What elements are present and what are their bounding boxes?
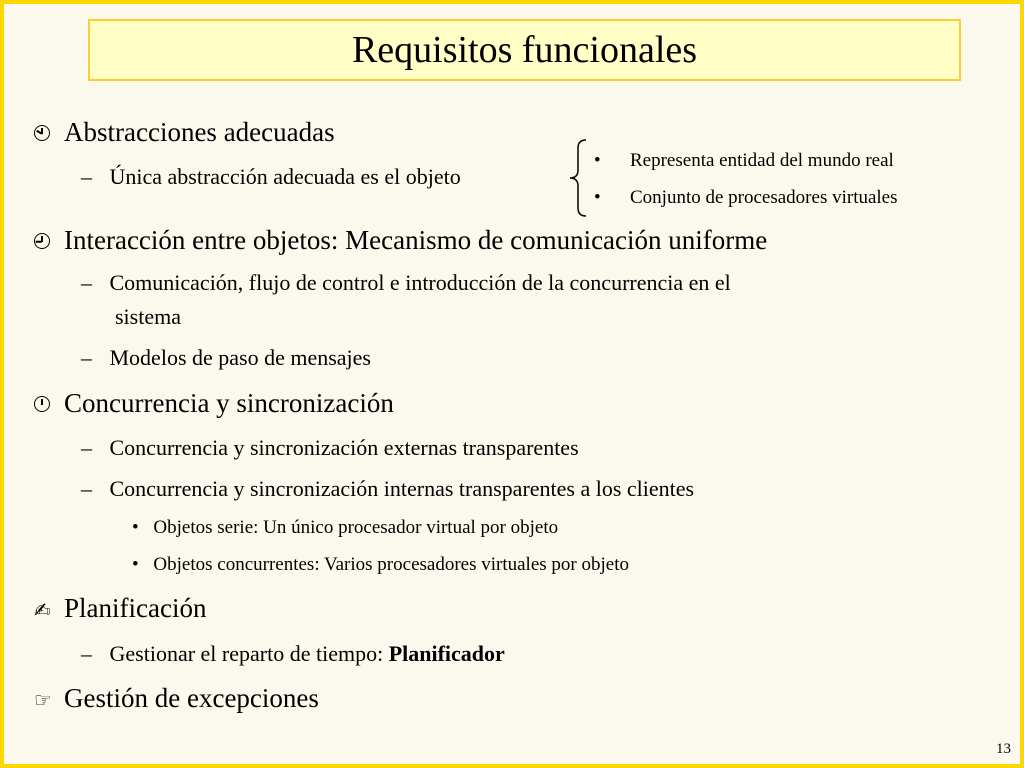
clock-icon xyxy=(34,389,64,419)
sub-externas: – Concurrencia y sincronización externas transparentes xyxy=(81,435,579,460)
sub-unica-abstraccion: – Única abstracción adecuada es el objeto xyxy=(81,164,461,189)
bullet-objetos-concurrentes: • Objetos concurrentes: Varios procesadores virtuales por objeto xyxy=(132,554,629,575)
sub-modelos: – Modelos de paso de mensajes xyxy=(81,345,371,370)
clock-icon xyxy=(34,226,64,256)
brace-icon xyxy=(566,138,590,218)
writing-hand-icon: ✍ xyxy=(34,598,51,622)
bullet-concurrencia: Concurrencia y sincronización xyxy=(34,389,394,419)
page-number: 13 xyxy=(996,741,1011,757)
bullet-abstracciones: Abstracciones adecuadas xyxy=(34,118,335,148)
bullet-conjunto: • Conjunto de procesadores virtuales xyxy=(594,187,898,208)
sub-comunicacion-cont: sistema xyxy=(115,304,181,329)
slide-title: Requisitos funcionales xyxy=(351,29,698,71)
sub-comunicacion: – Comunicación, flujo de control e introducción de la concurrencia en el xyxy=(81,270,731,295)
title-box xyxy=(88,19,961,81)
bullet-representa: • Representa entidad del mundo real xyxy=(594,150,894,171)
bullet-planificacion: ✍ Planificación xyxy=(34,593,207,623)
sub-gestionar: – Gestionar el reparto de tiempo: Planificador xyxy=(81,641,505,666)
sub-internas: – Concurrencia y sincronización internas transparentes a los clientes xyxy=(81,476,695,501)
bullet-interaccion: Interacción entre objetos: Mecanismo de comunicación uniforme xyxy=(34,226,767,256)
clock-icon xyxy=(34,118,64,148)
bullet-objetos-serie: • Objetos serie: Un único procesador virtual por objeto xyxy=(132,517,559,538)
pointing-hand-icon: ☞ xyxy=(34,688,52,712)
bullet-excepciones: ☞ Gestión de excepciones xyxy=(34,683,319,713)
